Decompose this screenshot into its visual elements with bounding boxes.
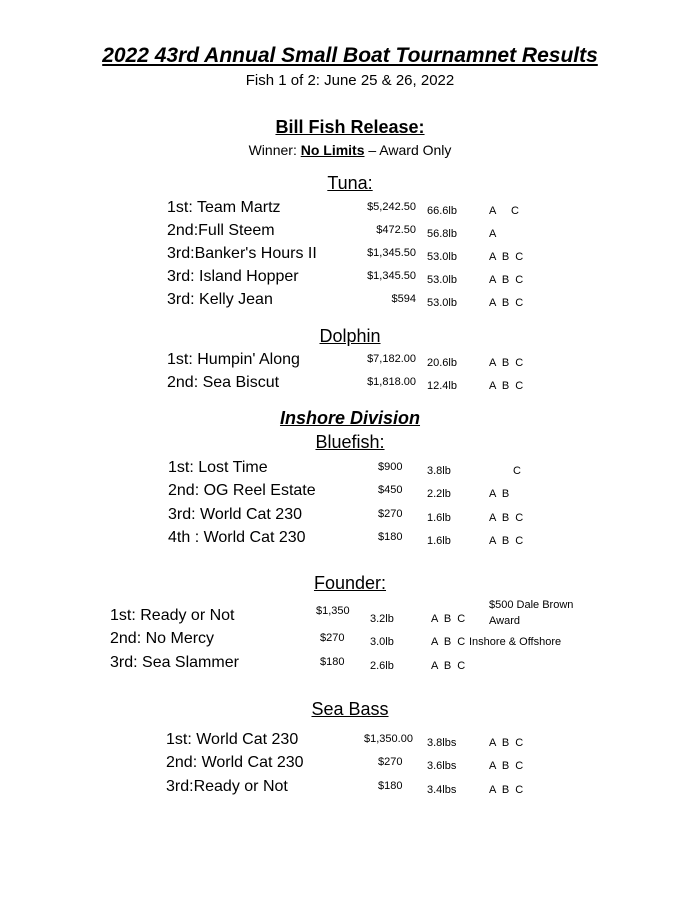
row-classes: A B C bbox=[431, 636, 466, 648]
inshore-division-heading: Inshore Division bbox=[279, 408, 421, 428]
row-classes: A B C bbox=[431, 660, 466, 672]
row-classes: A B C bbox=[489, 512, 524, 524]
award-note-line2: Award bbox=[489, 615, 520, 627]
row-weight: 3.8lbs bbox=[427, 737, 457, 749]
row-name: 1st: Humpin' Along bbox=[167, 351, 300, 368]
row-amount: $472.50 bbox=[376, 224, 416, 236]
row-weight: 3.4lbs bbox=[427, 784, 457, 796]
row-classes: C bbox=[513, 465, 521, 477]
row-name: 2nd: Sea Biscut bbox=[167, 374, 280, 391]
row-amount: $180 bbox=[378, 780, 403, 792]
seabass-heading: Sea Bass bbox=[311, 699, 389, 719]
row-classes: A B C bbox=[489, 274, 524, 286]
row-weight: 3.8lb bbox=[427, 465, 451, 477]
row-name: 2nd: OG Reel Estate bbox=[168, 482, 316, 499]
row-amount: $180 bbox=[378, 531, 403, 543]
row-weight: 53.0lb bbox=[427, 297, 457, 309]
row-amount: $450 bbox=[378, 484, 403, 496]
row-amount: $180 bbox=[320, 656, 345, 668]
billfish-winner-line bbox=[0, 142, 700, 158]
row-weight: 12.4lb bbox=[427, 380, 457, 392]
row-classes: A B C bbox=[489, 380, 524, 392]
row-name: 1st: World Cat 230 bbox=[166, 731, 299, 748]
row-weight: 66.6lb bbox=[427, 205, 457, 217]
row-weight: 3.6lbs bbox=[427, 760, 457, 772]
row-amount: $1,818.00 bbox=[367, 376, 416, 388]
page-subtitle: Fish 1 of 2: June 25 & 26, 2022 bbox=[245, 72, 455, 89]
row-weight: 3.0lb bbox=[370, 636, 394, 648]
row-amount: $1,345.50 bbox=[367, 270, 416, 282]
row-amount: $270 bbox=[378, 508, 403, 520]
tuna-heading: Tuna: bbox=[327, 173, 373, 193]
award-note-line1: $500 Dale Brown bbox=[489, 599, 574, 611]
row-amount: $900 bbox=[378, 461, 403, 473]
row-classes: A C bbox=[489, 205, 519, 217]
page-title: 2022 43rd Annual Small Boat Tournamnet Results bbox=[102, 44, 598, 67]
row-name: 4th : World Cat 230 bbox=[168, 529, 306, 546]
bluefish-heading: Bluefish: bbox=[315, 432, 385, 452]
row-classes: A B C bbox=[489, 784, 524, 796]
winner-name: No Limits bbox=[300, 142, 365, 158]
row-weight: 1.6lb bbox=[427, 535, 451, 547]
row-name: 3rd:Ready or Not bbox=[166, 778, 288, 795]
row-weight: 2.6lb bbox=[370, 660, 394, 672]
founder-heading: Founder: bbox=[313, 573, 387, 593]
row-name: 3rd: Island Hopper bbox=[167, 268, 299, 285]
row-name: 3rd: Sea Slammer bbox=[110, 654, 239, 671]
row-weight: 1.6lb bbox=[427, 512, 451, 524]
row-amount: $1,350.00 bbox=[364, 733, 413, 745]
row-weight: 53.0lb bbox=[427, 251, 457, 263]
row-amount: $7,182.00 bbox=[367, 353, 416, 365]
founder-award-note bbox=[489, 597, 573, 629]
row-name: 1st: Team Martz bbox=[167, 199, 281, 216]
winner-label: Winner: bbox=[248, 142, 297, 158]
row-classes: A B C bbox=[431, 613, 466, 625]
row-classes: A B C bbox=[489, 251, 524, 263]
row-classes: A B C bbox=[489, 760, 524, 772]
row-weight: 2.2lb bbox=[427, 488, 451, 500]
row-amount: $270 bbox=[378, 756, 403, 768]
row-amount: $594 bbox=[391, 293, 416, 305]
row-name: 2nd: World Cat 230 bbox=[166, 754, 304, 771]
row-weight: 53.0lb bbox=[427, 274, 457, 286]
billfish-heading: Bill Fish Release: bbox=[275, 117, 425, 137]
row-name: 3rd: World Cat 230 bbox=[168, 506, 302, 523]
winner-suffix: – Award Only bbox=[368, 142, 452, 158]
row-name: 1st: Ready or Not bbox=[110, 607, 235, 624]
row-amount: $5,242.50 bbox=[367, 201, 416, 213]
row-name: 2nd: No Mercy bbox=[110, 630, 215, 647]
row-name: 1st: Lost Time bbox=[168, 459, 268, 476]
dolphin-heading: Dolphin bbox=[319, 326, 381, 346]
row-amount: $270 bbox=[320, 632, 345, 644]
row-classes: A B C bbox=[489, 357, 524, 369]
founder-inshore-note: Inshore & Offshore bbox=[469, 636, 562, 648]
row-classes: A B bbox=[489, 488, 510, 500]
row-classes: A B C bbox=[489, 297, 524, 309]
row-classes: A B C bbox=[489, 737, 524, 749]
row-name: 3rd:Banker's Hours II bbox=[167, 245, 317, 262]
row-amount: $1,345.50 bbox=[367, 247, 416, 259]
row-weight: 3.2lb bbox=[370, 613, 394, 625]
row-name: 2nd:Full Steem bbox=[167, 222, 275, 239]
row-amount: $1,350 bbox=[316, 605, 350, 617]
row-weight: 56.8lb bbox=[427, 228, 457, 240]
row-weight: 20.6lb bbox=[427, 357, 457, 369]
row-name: 3rd: Kelly Jean bbox=[167, 291, 273, 308]
row-classes: A bbox=[489, 228, 497, 240]
row-classes: A B C bbox=[489, 535, 524, 547]
